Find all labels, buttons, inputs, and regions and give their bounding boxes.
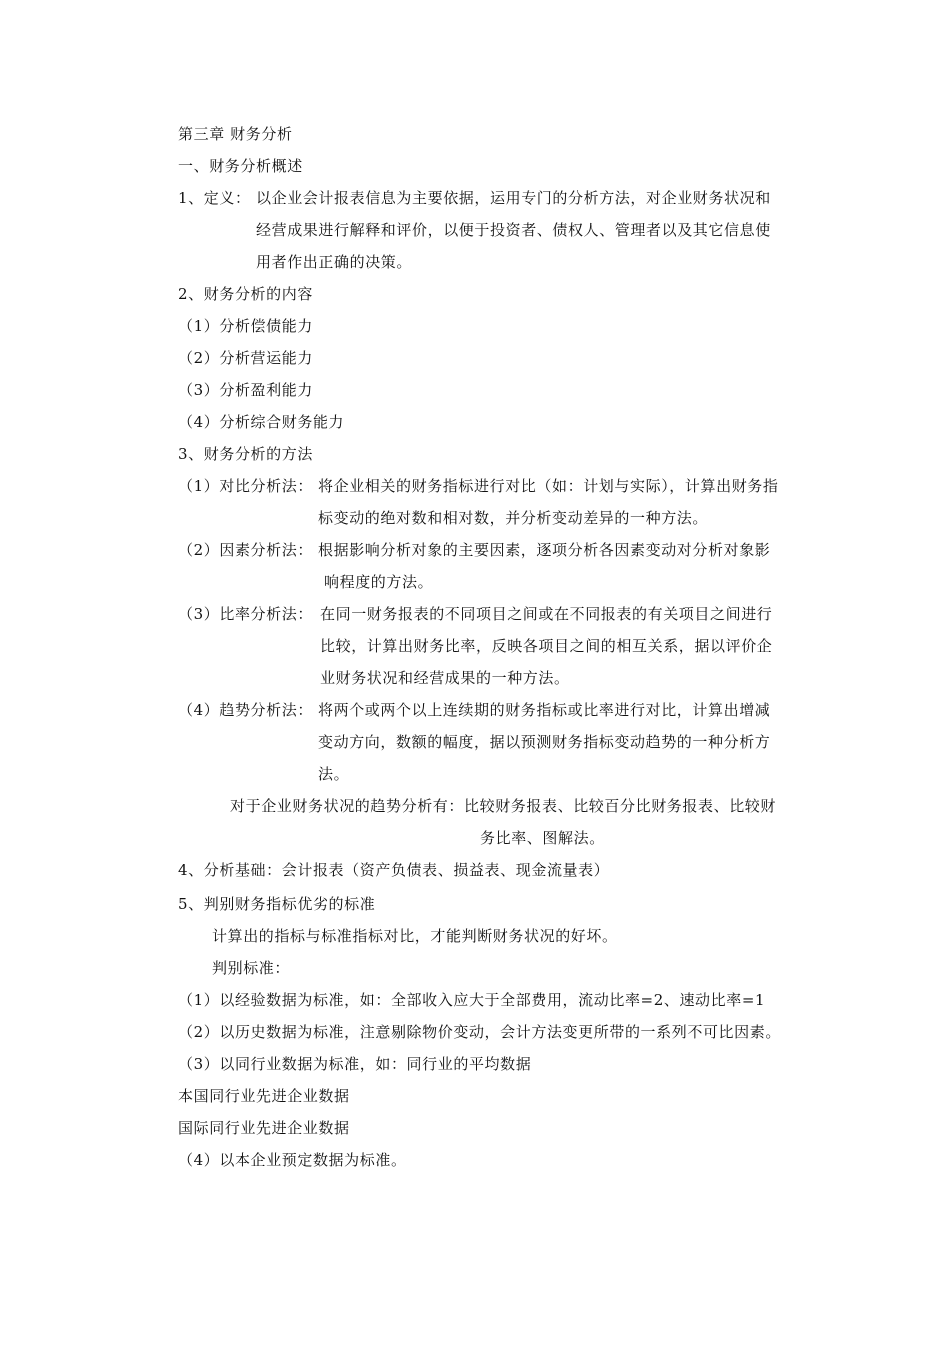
analysis-basis: 4、分析基础：会计报表（资产负债表、损益表、现金流量表） bbox=[178, 861, 610, 879]
definition-label: 1、定义： bbox=[178, 189, 251, 207]
standards-sub-heading: 判别标准： bbox=[212, 959, 291, 977]
method-3-line-2: 比较，计算出财务比率，反映各项目之间的相互关系，据以评价企 bbox=[320, 637, 773, 655]
trend-note-line-2: 务比率、图解法。 bbox=[480, 829, 605, 847]
method-3-line-3: 业财务状况和经营成果的一种方法。 bbox=[320, 669, 570, 687]
method-1-line-2: 标变动的绝对数和相对数，并分析变动差异的一种方法。 bbox=[318, 509, 709, 527]
method-3-label: （3）比率分析法： bbox=[178, 605, 313, 623]
method-4-line-2: 变动方向，数额的幅度，据以预测财务指标变动趋势的一种分析方 bbox=[318, 733, 771, 751]
definition-line-2: 经营成果进行解释和评价，以便于投资者、债权人、管理者以及其它信息使 bbox=[256, 221, 771, 239]
content-item-3: （3）分析盈利能力 bbox=[178, 381, 313, 399]
standard-item-3: （3）以同行业数据为标准，如：同行业的平均数据 bbox=[178, 1055, 532, 1073]
standard-item-4: （4）以本企业预定数据为标准。 bbox=[178, 1151, 407, 1169]
standard-item-2: （2）以历史数据为标准，注意剔除物价变动，会计方法变更所带的一系列不可比因素。 bbox=[178, 1023, 781, 1041]
method-4-line-3: 法。 bbox=[318, 765, 350, 783]
standard-item-3-international: 国际同行业先进企业数据 bbox=[178, 1119, 350, 1137]
section-heading-overview: 一、财务分析概述 bbox=[178, 157, 303, 175]
chapter-title: 第三章 财务分析 bbox=[178, 125, 293, 143]
method-2-line-1: 根据影响分析对象的主要因素，逐项分析各因素变动对分析对象影 bbox=[318, 541, 771, 559]
method-2-line-2: 响程度的方法。 bbox=[324, 573, 434, 591]
content-item-4: （4）分析综合财务能力 bbox=[178, 413, 345, 431]
method-3-line-1: 在同一财务报表的不同项目之间或在不同报表的有关项目之间进行 bbox=[320, 605, 773, 623]
definition-line-3: 用者作出正确的决策。 bbox=[256, 253, 413, 271]
content-item-2: （2）分析营运能力 bbox=[178, 349, 313, 367]
method-4-label: （4）趋势分析法： bbox=[178, 701, 313, 719]
standards-heading: 5、判别财务指标优劣的标准 bbox=[178, 895, 376, 913]
definition-line-1: 以企业会计报表信息为主要依据，运用专门的分析方法，对企业财务状况和 bbox=[256, 189, 771, 207]
standards-intro: 计算出的指标与标准指标对比，才能判断财务状况的好坏。 bbox=[212, 927, 618, 945]
method-1-line-1: 将企业相关的财务指标进行对比（如：计划与实际），计算出财务指 bbox=[318, 477, 779, 495]
method-4-line-1: 将两个或两个以上连续期的财务指标或比率进行对比，计算出增减 bbox=[318, 701, 771, 719]
content-heading: 2、财务分析的内容 bbox=[178, 285, 313, 303]
methods-heading: 3、财务分析的方法 bbox=[178, 445, 313, 463]
method-2-label: （2）因素分析法： bbox=[178, 541, 313, 559]
trend-note-line-1: 对于企业财务状况的趋势分析有：比较财务报表、比较百分比财务报表、比较财 bbox=[230, 797, 777, 815]
standard-item-3-domestic: 本国同行业先进企业数据 bbox=[178, 1087, 350, 1105]
content-item-1: （1）分析偿债能力 bbox=[178, 317, 313, 335]
standard-item-1: （1）以经验数据为标准，如：全部收入应大于全部费用，流动比率=2、速动比率=1 bbox=[178, 991, 766, 1009]
method-1-label: （1）对比分析法： bbox=[178, 477, 313, 495]
